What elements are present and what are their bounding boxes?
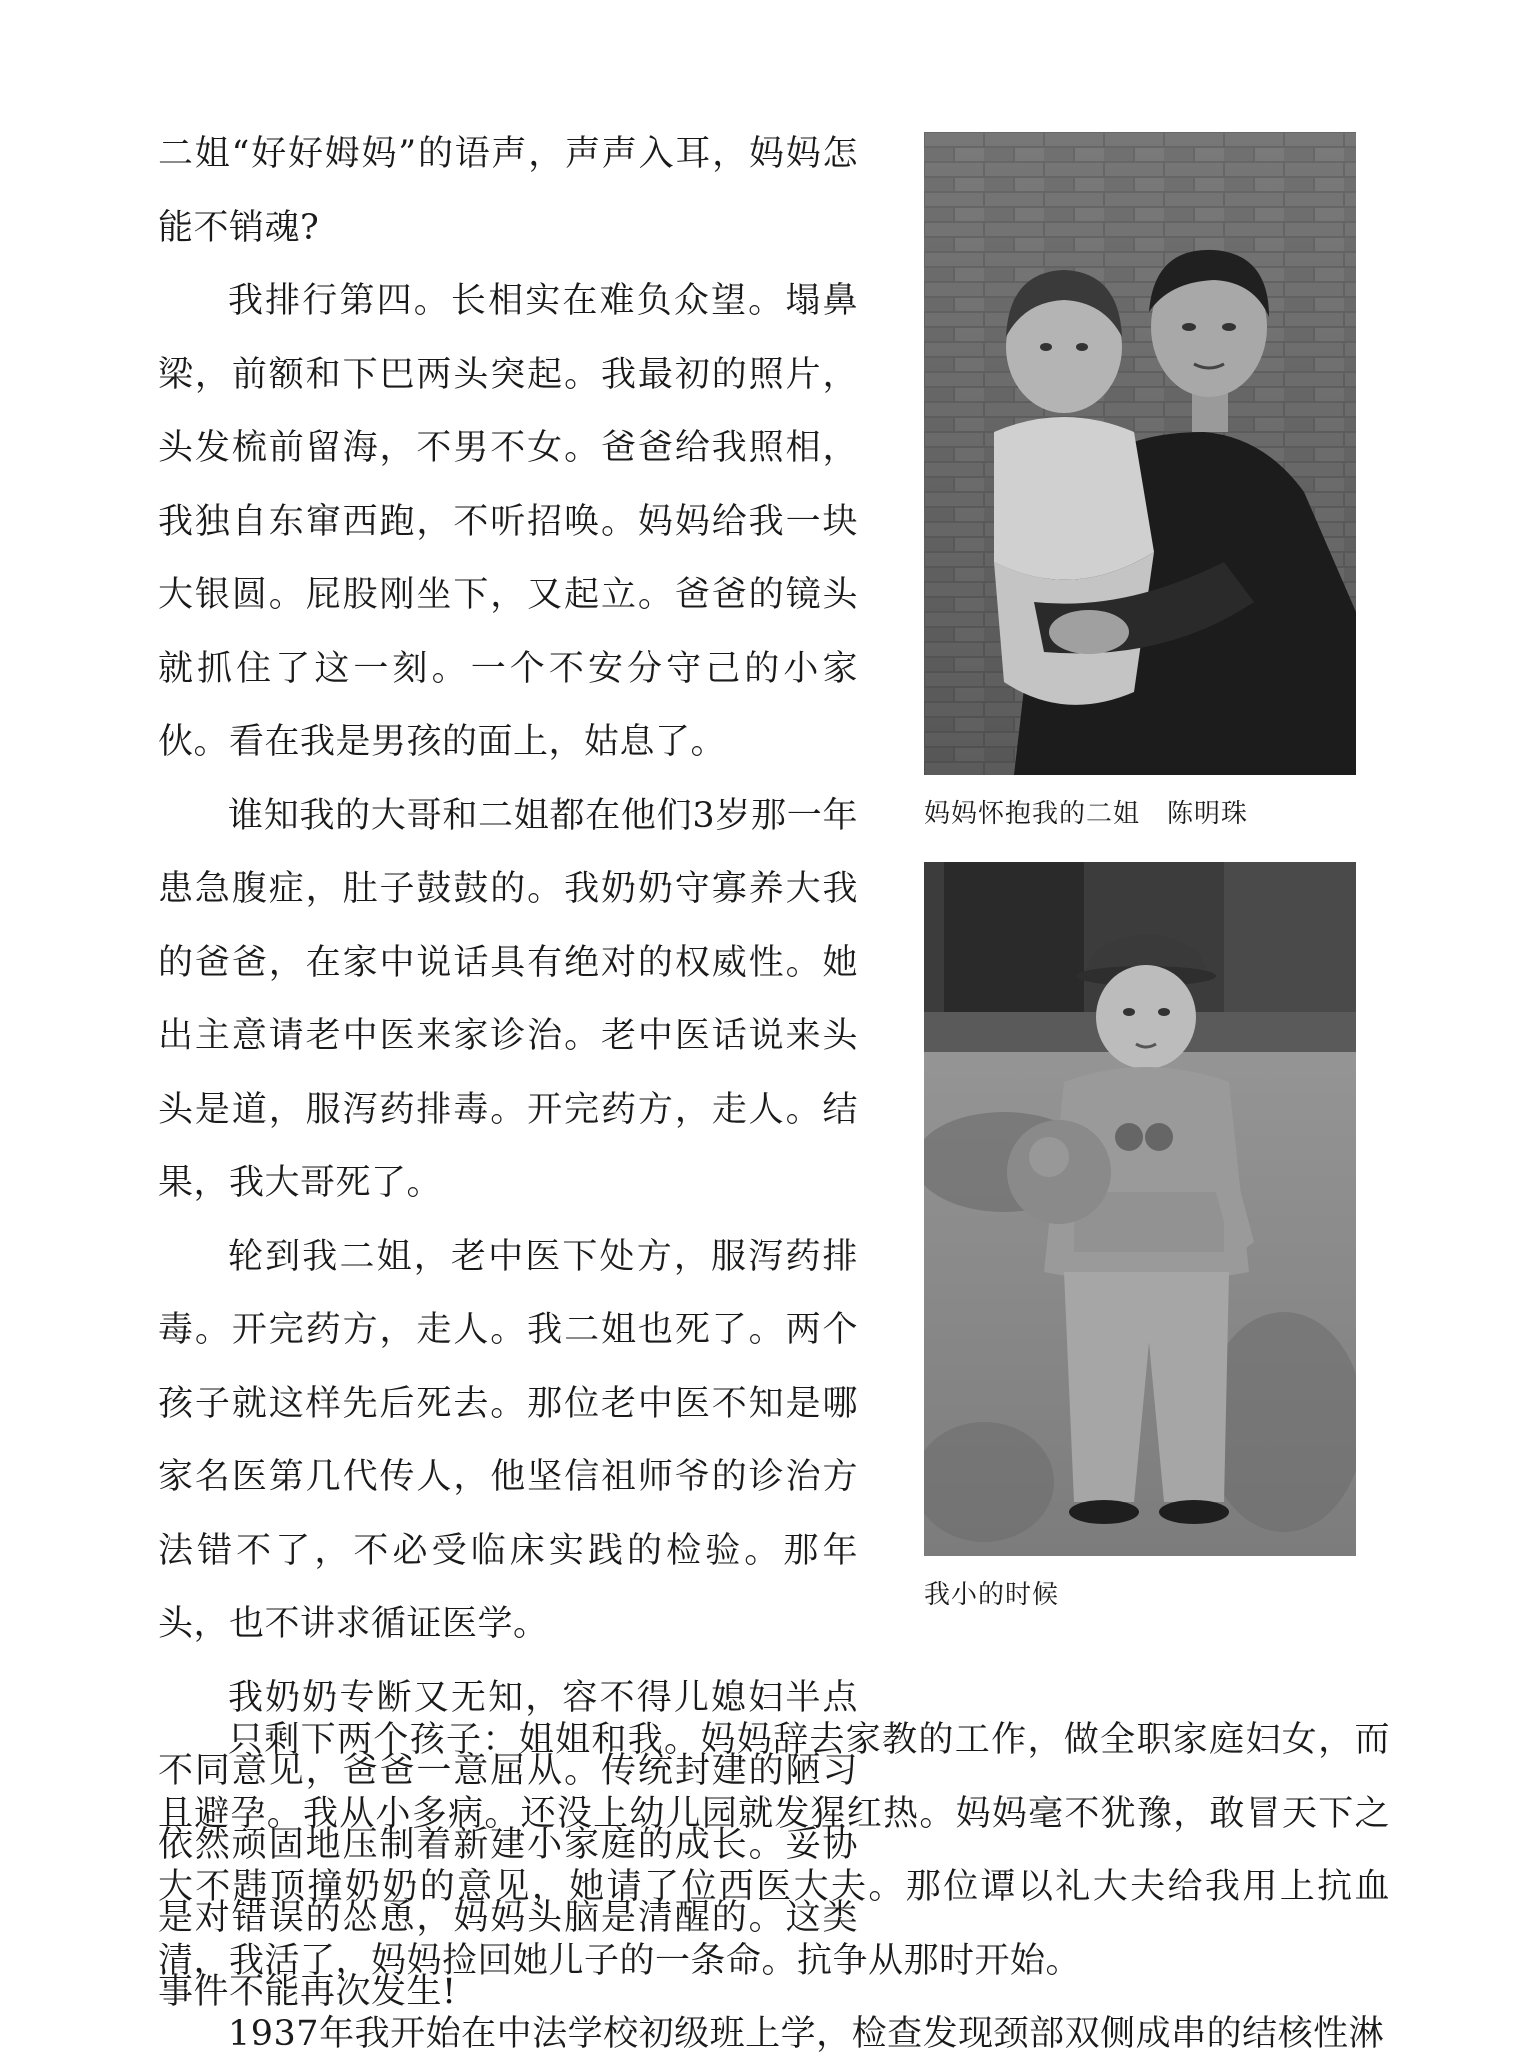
paragraph: 轮到我二姐，老中医下处方，服泻药排毒。开完药方，走人。我二姐也死了。两个孩子就这样先后死去。那位老中医不知是哪家名医第几代传人，他坚信祖师爷的诊治方法错不了，不必受临床实践的检验。那年头，也不讲求循证医学。	[158, 1236, 858, 1644]
paragraph: 我排行第四。长相实在难负众望。塌鼻梁，前额和下巴两头突起。我最初的照片，头发梳前留海，不男不女。爸爸给我照相，我独自东窜西跑，不听招唤。妈妈给我一块大银圆。屁股刚坐下，又起立。爸爸的镜头就抓住了这一刻。一个不安分守己的小家伙。看在我是男孩的面上，姑息了。	[158, 281, 858, 762]
photo-caption: 我小的时候	[924, 1580, 1060, 1610]
full-width-text	[158, 1704, 1390, 2072]
photo-caption: 妈妈怀抱我的二姐 陈明珠	[924, 799, 1249, 829]
paragraph: 谁知我的大哥和二姐都在他们3岁那一年患急腹症，肚子鼓鼓的。我奶奶守寡养大我的爸爸，在家中说话具有绝对的权威性。她出主意请老中医来家诊治。老中医话说来头头是道，服泻药排毒。开完药方，走人。结果，我大哥死了。	[158, 795, 858, 1203]
photo-boy-with-ball	[924, 862, 1356, 1556]
photo-mother-and-daughter-image	[924, 132, 1356, 775]
paragraph: 1937年我开始在中法学校初级班上学，检查发现颈部双侧成串的结核性淋	[228, 2014, 1385, 2054]
photo-mother-and-daughter	[924, 132, 1356, 775]
paragraph: 我奶奶专断又无知，容不得儿媳妇半点不同意见，爸爸一意屈从。传统封建的陋习依然顽固地压制着新建小家庭的成长。妥协是对错误的怂恿，妈妈头脑是清醒的。这类事件不能再次发生!	[158, 1677, 858, 2012]
photo-boy-with-ball-image	[924, 862, 1356, 1556]
paragraph: 二姐“好好姆妈”的语声，声声入耳，妈妈怎能不销魂?	[158, 134, 858, 248]
paragraph: 只剩下两个孩子：姐姐和我。妈妈辞去家教的工作，做全职家庭妇女，而且避孕。我从小多病。还没上幼儿园就发猩红热。妈妈毫不犹豫，敢冒天下之大不韪顶撞奶奶的意见，她请了位西医大夫。那位谭以礼大夫给我用上抗血清，我活了，妈妈捡回她儿子的一条命。抗争从那时开始。	[158, 1720, 1390, 1981]
